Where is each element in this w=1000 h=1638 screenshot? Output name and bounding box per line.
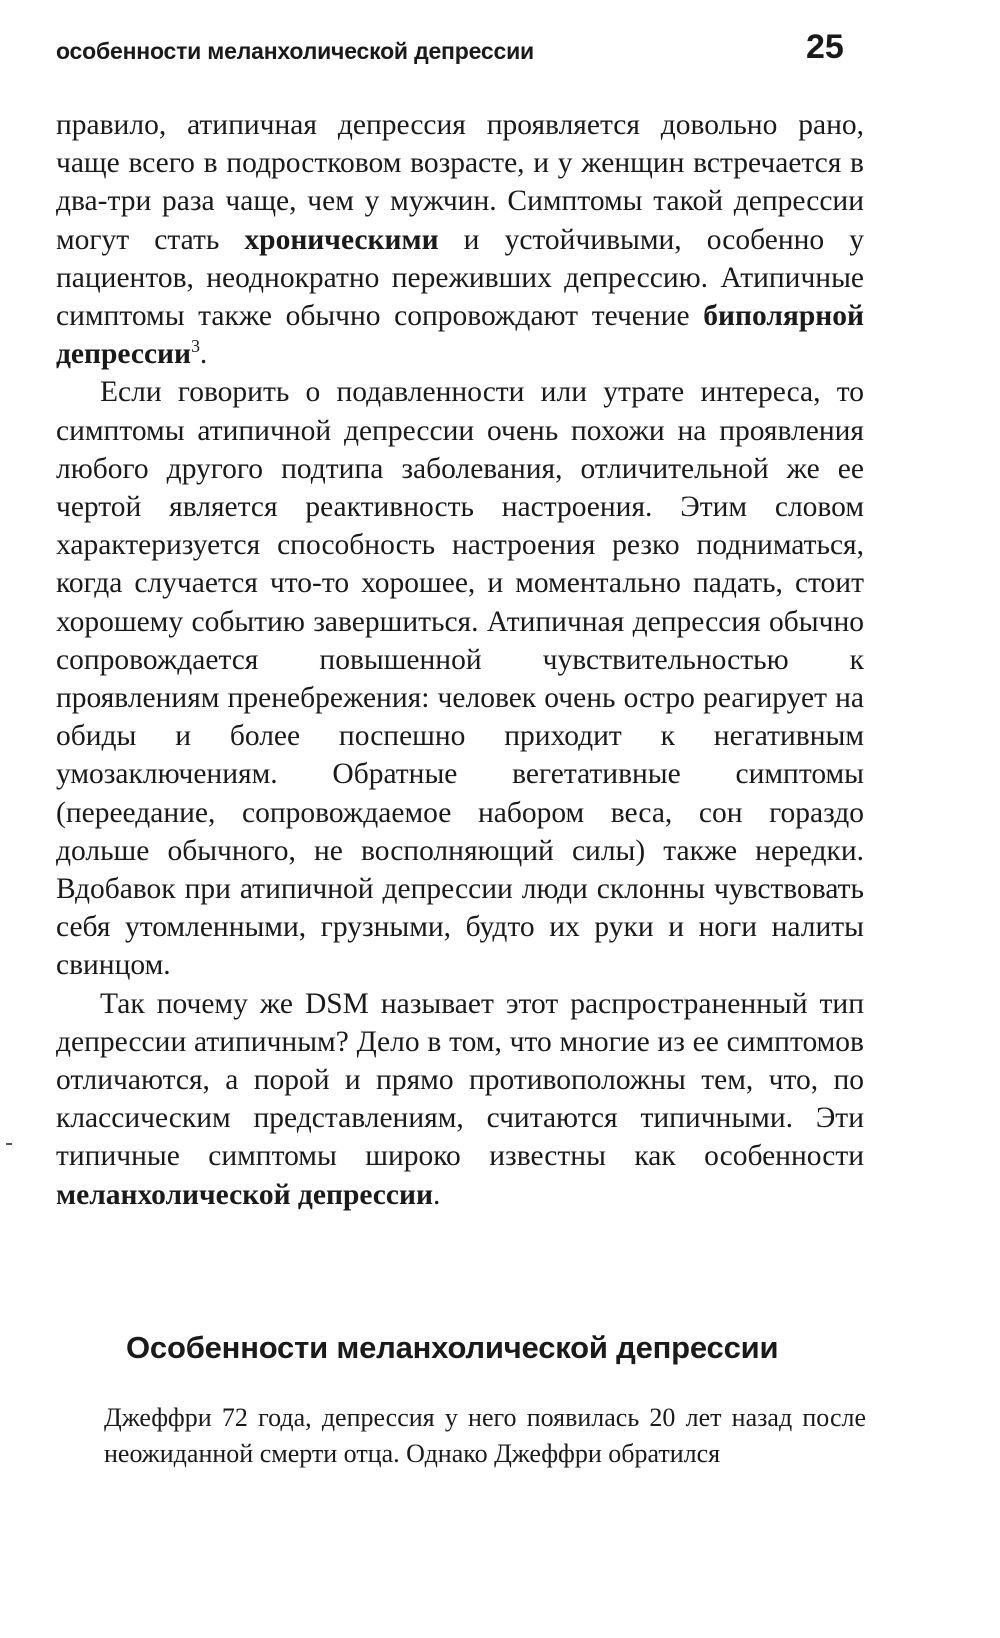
text-segment: правило, атипичная депрессия проявляется довольно рано, чаще всего в подростковом возрасте, и у женщин встречается в два-три раза чаще, чем у мужчин. Симптомы такой депрессии могут стать <box>56 109 864 256</box>
page-number: 25 <box>806 28 844 66</box>
running-title: особенности меланхолической депрессии <box>56 38 534 64</box>
case-paragraph: Джеффри 72 года, депрессия у него появилась 20 лет назад после неожиданной смерти отца. Однако Джеффри обратился <box>104 1403 866 1468</box>
case-study-text <box>104 1400 866 1472</box>
bold-term: меланхолической депрессии <box>56 1178 433 1211</box>
text-segment: . <box>199 338 208 371</box>
bold-term: хроническими <box>244 223 439 256</box>
text-segment: Так почему же DSM называет этот распространенный тип депрессии атипичным? Дело в том, что многие из ее симптомов отличаются, а порой и прямо противоположны тем, что, по классическим представлениям, считаются типичными. Эти типичные симптомы широко известны как особенности <box>56 987 864 1173</box>
paragraph-3 <box>56 985 864 1214</box>
text-segment: и устойчивыми, особенно у пациентов, неоднократно переживших депрессию. Атипичные симптомы также обычно сопровождают течение <box>56 223 864 333</box>
text-segment: Если говорить о подавленности или утрате интереса, то симптомы атипичной депрессии очень похожи на проявления любого другого подтипа заболевания, отличительной же ее чертой является реактивность настроения. Этим словом характеризуется способность настроения резко подниматься, когда случается что-то хорошее, и моментально падать, стоит хорошему событию завершиться. Атипичная депрессия обычно сопровождается повышенной чувствительностью к проявлениям пренебрежения: человек очень остро реагирует на обиды и более поспешно приходит к негативным умозаключениям. Обратные вегетативные симптомы (переедание, сопровождаемое набором веса, сон гораздо дольше обычного, не восполняющий силы) также нередки. Вдобавок при атипичной депрессии люди склонны чувствовать себя утомленными, грузными, будто их руки и ноги налиты свинцом. <box>56 376 864 982</box>
margin-mark <box>6 1143 12 1145</box>
text-segment: . <box>433 1178 441 1211</box>
footnote-ref: 3 <box>191 336 200 357</box>
paragraph-2 <box>56 373 864 984</box>
section-heading: Особенности меланхолической депрессии <box>126 1330 779 1365</box>
bold-term: биполярной депрессии <box>56 300 864 371</box>
main-text <box>56 106 864 1214</box>
paragraph-1 <box>56 106 864 373</box>
